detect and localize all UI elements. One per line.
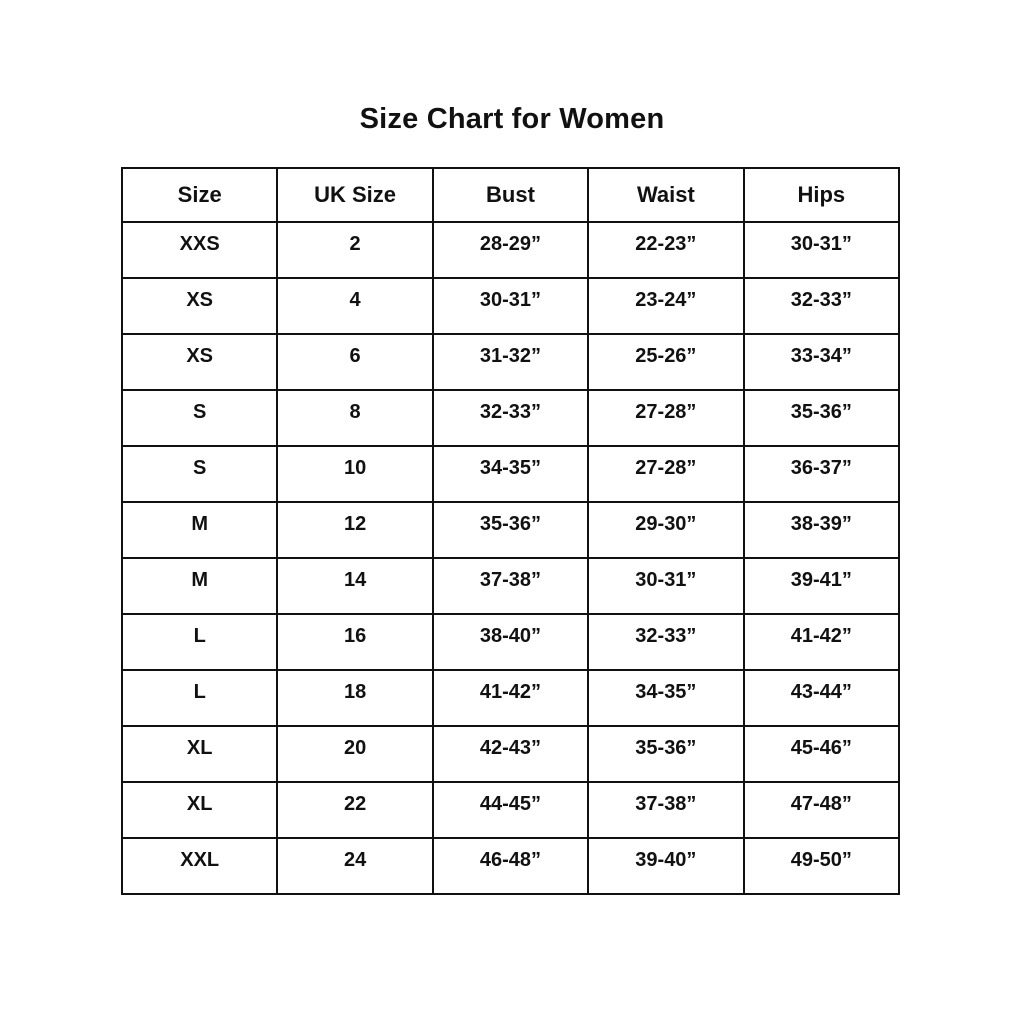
table-row — [122, 446, 899, 502]
table-row — [122, 334, 899, 390]
table-row — [122, 502, 899, 558]
header-row — [122, 168, 899, 222]
table-cell: 32-33” — [744, 278, 899, 334]
table-cell: 23-24” — [588, 278, 743, 334]
table-cell: 28-29” — [433, 222, 588, 278]
column-header: UK Size — [277, 168, 432, 222]
table-head — [122, 168, 899, 222]
table-cell: 22-23” — [588, 222, 743, 278]
table-cell: XXL — [122, 838, 277, 894]
table-cell: 38-39” — [744, 502, 899, 558]
table-cell: 46-48” — [433, 838, 588, 894]
table-cell: XL — [122, 726, 277, 782]
table-cell: 22 — [277, 782, 432, 838]
table-cell: 35-36” — [433, 502, 588, 558]
table-cell: XS — [122, 278, 277, 334]
table-cell: 27-28” — [588, 390, 743, 446]
page-title: Size Chart for Women — [359, 103, 665, 135]
table-cell: 38-40” — [433, 614, 588, 670]
column-header: Size — [122, 168, 277, 222]
table-cell: 18 — [277, 670, 432, 726]
table-row — [122, 558, 899, 614]
table-cell: L — [122, 670, 277, 726]
table-cell: S — [122, 446, 277, 502]
table-cell: M — [122, 502, 277, 558]
table-cell: 42-43” — [433, 726, 588, 782]
table-row — [122, 726, 899, 782]
table-cell: 8 — [277, 390, 432, 446]
table-cell: 45-46” — [744, 726, 899, 782]
table-cell: 34-35” — [433, 446, 588, 502]
table-cell: XXS — [122, 222, 277, 278]
table-row — [122, 670, 899, 726]
table-cell: 32-33” — [433, 390, 588, 446]
table-cell: 25-26” — [588, 334, 743, 390]
table-cell: 20 — [277, 726, 432, 782]
column-header: Hips — [744, 168, 899, 222]
table-cell: 12 — [277, 502, 432, 558]
table-cell: 2 — [277, 222, 432, 278]
table-cell: 29-30” — [588, 502, 743, 558]
table-cell: 41-42” — [744, 614, 899, 670]
table-cell: 37-38” — [433, 558, 588, 614]
table-cell: 24 — [277, 838, 432, 894]
table-cell: L — [122, 614, 277, 670]
table-cell: 33-34” — [744, 334, 899, 390]
table-row — [122, 390, 899, 446]
table-cell: XL — [122, 782, 277, 838]
table-cell: XS — [122, 334, 277, 390]
table-cell: 10 — [277, 446, 432, 502]
table-row — [122, 782, 899, 838]
table-cell: 31-32” — [433, 334, 588, 390]
table-cell: 34-35” — [588, 670, 743, 726]
size-chart-table — [121, 167, 900, 895]
table-cell: 30-31” — [433, 278, 588, 334]
table-row — [122, 614, 899, 670]
table-cell: 44-45” — [433, 782, 588, 838]
table-row — [122, 838, 899, 894]
table-cell: 37-38” — [588, 782, 743, 838]
table-row — [122, 222, 899, 278]
table-body — [122, 222, 899, 894]
table-cell: 39-41” — [744, 558, 899, 614]
table-cell: 30-31” — [588, 558, 743, 614]
table-cell: 43-44” — [744, 670, 899, 726]
table-cell: M — [122, 558, 277, 614]
table-cell: 30-31” — [744, 222, 899, 278]
table-cell: 32-33” — [588, 614, 743, 670]
table-row — [122, 278, 899, 334]
column-header: Waist — [588, 168, 743, 222]
table-cell: 47-48” — [744, 782, 899, 838]
table-cell: 39-40” — [588, 838, 743, 894]
table-cell: 49-50” — [744, 838, 899, 894]
table-cell: 27-28” — [588, 446, 743, 502]
table-cell: 41-42” — [433, 670, 588, 726]
column-header: Bust — [433, 168, 588, 222]
table-cell: S — [122, 390, 277, 446]
table-cell: 36-37” — [744, 446, 899, 502]
table-cell: 6 — [277, 334, 432, 390]
table-cell: 4 — [277, 278, 432, 334]
table-cell: 16 — [277, 614, 432, 670]
table-cell: 35-36” — [744, 390, 899, 446]
table-cell: 35-36” — [588, 726, 743, 782]
table-cell: 14 — [277, 558, 432, 614]
